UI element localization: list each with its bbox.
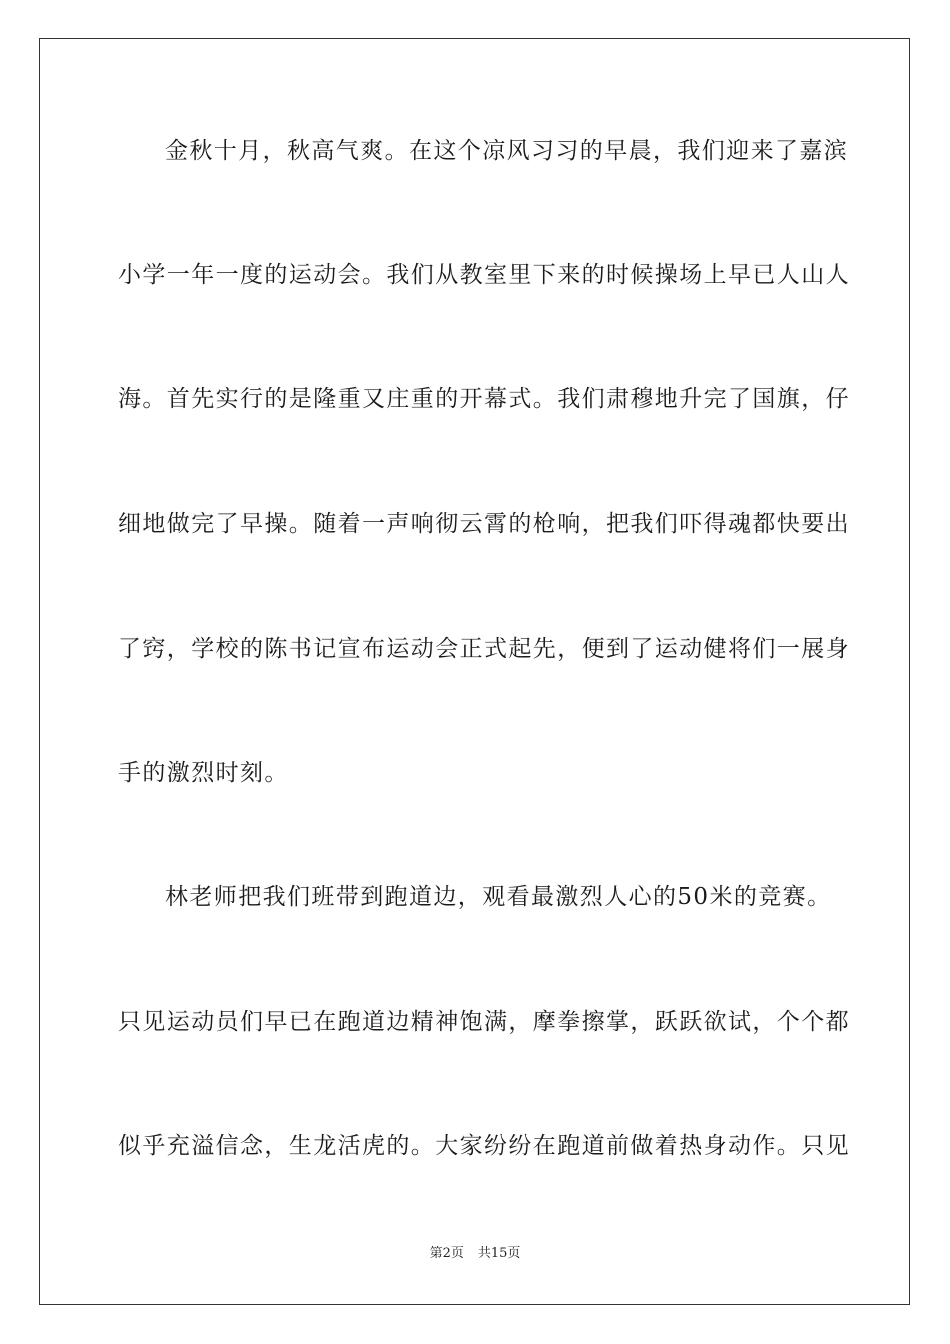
paragraph-1-line-6: 手的激烈时刻。 xyxy=(118,760,289,786)
page-total: 共15页 xyxy=(477,1246,521,1261)
page-footer xyxy=(0,1245,950,1263)
page-number: 第2页 xyxy=(429,1246,464,1261)
paragraph-1-line-2: 小学一年一度的运动会。我们从教室里下来的时候操场上早已人山人 xyxy=(118,262,850,288)
paragraph-1-line-3: 海。首先实行的是隆重又庄重的开幕式。我们肃穆地升完了国旗，仔 xyxy=(118,386,850,412)
paragraph-2-line-2: 只见运动员们早已在跑道边精神饱满，摩拳擦掌，跃跃欲试，个个都 xyxy=(118,1009,850,1035)
paragraph-2-line-1: 林老师把我们班带到跑道边，观看最激烈人心的50米的竞赛。 xyxy=(165,884,832,910)
paragraph-2-line-3: 似乎充溢信念，生龙活虎的。大家纷纷在跑道前做着热身动作。只见 xyxy=(118,1133,850,1159)
page-border xyxy=(39,38,910,1305)
paragraph-1-line-4: 细地做完了早操。随着一声响彻云霄的枪响，把我们吓得魂都快要出 xyxy=(118,511,850,537)
paragraph-1-line-1: 金秋十月，秋高气爽。在这个凉风习习的早晨，我们迎来了嘉滨 xyxy=(165,138,849,164)
paragraph-1-line-5: 了窍，学校的陈书记宣布运动会正式起先，便到了运动健将们一展身 xyxy=(118,636,850,662)
